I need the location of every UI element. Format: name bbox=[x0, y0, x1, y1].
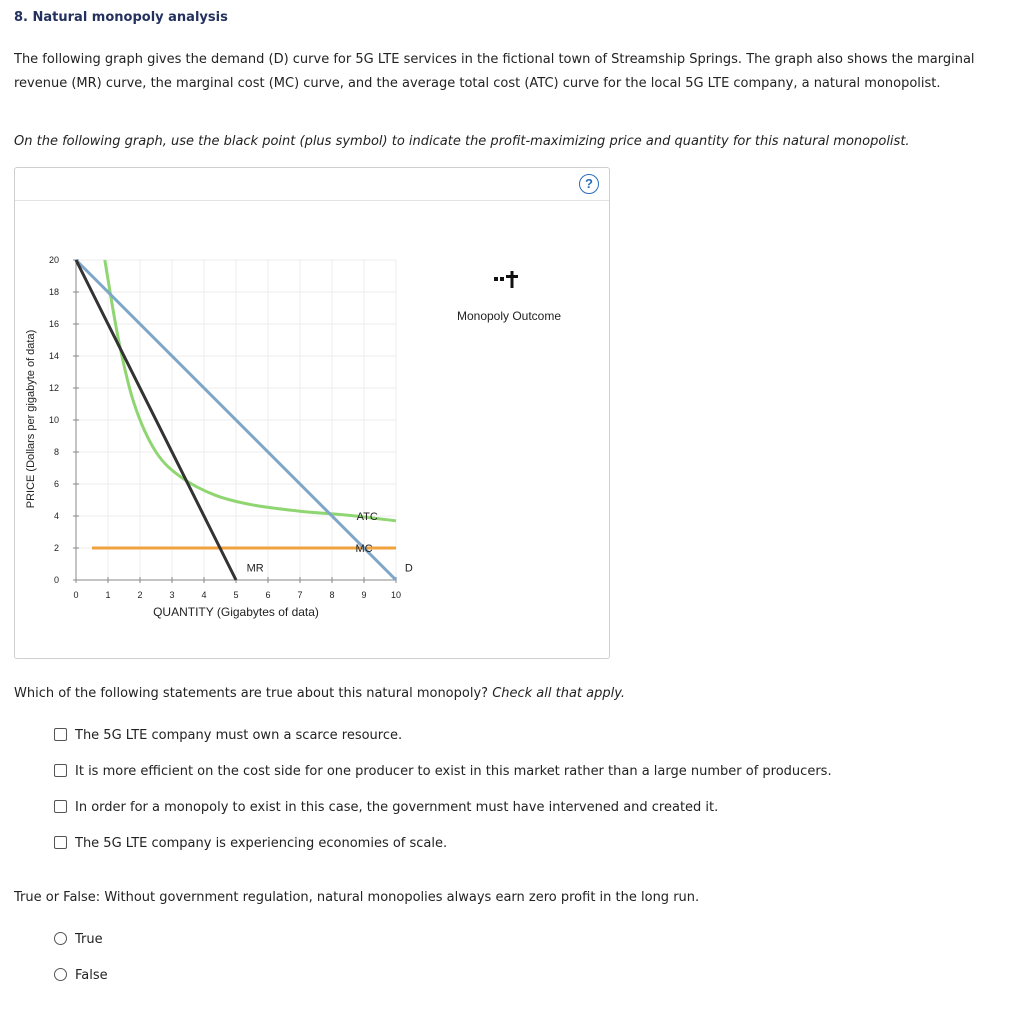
x-tick-label: 0 bbox=[73, 590, 79, 600]
mr-label: MR bbox=[246, 562, 264, 575]
curve-atc bbox=[105, 260, 396, 521]
x-axis-label: QUANTITY (Gigabytes of data) bbox=[153, 605, 319, 619]
checkbox-option-4[interactable] bbox=[54, 836, 447, 851]
radio-button[interactable] bbox=[54, 968, 67, 981]
y-tick-label: 4 bbox=[53, 511, 59, 521]
y-tick-label: 20 bbox=[48, 255, 59, 265]
intro-paragraph: The following graph gives the demand (D) curve for 5G LTE services in the fictional town of Streamship Springs. The graph also shows the marginal revenue (MR) curve, the marginal cost (MC) curve, and the average total cost (ATC) curve for the local 5G LTE company, a natural monopolist. bbox=[14, 52, 975, 91]
y-tick-label: 0 bbox=[53, 575, 59, 585]
question1-prompt bbox=[14, 686, 625, 701]
radio-button[interactable] bbox=[54, 932, 67, 945]
question1-text: Which of the following statements are true about this natural monopoly? bbox=[14, 686, 489, 701]
plus-tool-icon[interactable] bbox=[494, 271, 518, 288]
question-title: 8. Natural monopoly analysis bbox=[14, 10, 228, 25]
question1-hint: Check all that apply. bbox=[492, 686, 626, 701]
checkbox-option-1[interactable] bbox=[54, 728, 402, 743]
y-tick-label: 10 bbox=[48, 415, 59, 425]
checkbox[interactable] bbox=[54, 800, 67, 813]
x-tick-label: 5 bbox=[233, 590, 239, 600]
option-label: The 5G LTE company must own a scarce resource. bbox=[75, 728, 403, 743]
y-tick-label: 8 bbox=[53, 447, 59, 457]
y-tick-label: 12 bbox=[48, 383, 59, 393]
x-tick-label: 2 bbox=[137, 590, 143, 600]
y-tick-label: 16 bbox=[48, 319, 59, 329]
x-tick-label: 10 bbox=[390, 590, 402, 600]
x-tick-label: 1 bbox=[105, 590, 111, 600]
y-axis-label: PRICE (Dollars per gigabyte of data) bbox=[25, 329, 37, 509]
mc-label: MC bbox=[355, 543, 373, 555]
checkbox[interactable] bbox=[54, 764, 67, 777]
x-tick-label: 7 bbox=[297, 590, 303, 600]
y-tick-label: 14 bbox=[48, 351, 59, 361]
d-label: D bbox=[404, 562, 413, 575]
radio-option-false[interactable] bbox=[54, 968, 108, 983]
x-tick-label: 9 bbox=[361, 590, 367, 600]
checkbox[interactable] bbox=[54, 728, 67, 741]
option-label: False bbox=[75, 968, 108, 983]
radio-option-true[interactable] bbox=[54, 932, 103, 947]
y-tick-label: 18 bbox=[48, 287, 59, 297]
checkbox-option-3[interactable] bbox=[54, 800, 718, 815]
graph-panel bbox=[14, 167, 610, 659]
atc-label: ATC bbox=[356, 511, 378, 523]
monopoly-outcome-label: Monopoly Outcome bbox=[456, 309, 562, 323]
x-tick-label: 8 bbox=[329, 590, 335, 600]
graph-instruction: On the following graph, use the black point (plus symbol) to indicate the profit-maximizing price and quantity for this natural monopolist. bbox=[14, 134, 910, 149]
x-tick-label: 6 bbox=[265, 590, 271, 600]
x-tick-label: 4 bbox=[201, 590, 207, 600]
option-label: The 5G LTE company is experiencing economies of scale. bbox=[75, 836, 448, 851]
option-label: It is more efficient on the cost side for one producer to exist in this market rather than a large number of producers. bbox=[75, 764, 832, 779]
x-tick-label: 3 bbox=[169, 590, 175, 600]
graph-area bbox=[15, 168, 609, 658]
checkbox-option-2[interactable] bbox=[54, 764, 832, 779]
help-icon[interactable]: ? bbox=[579, 174, 599, 194]
y-tick-label: 2 bbox=[53, 543, 59, 553]
question2-prompt: True or False: Without government regulation, natural monopolies always earn zero profit in the long run. bbox=[14, 890, 700, 905]
checkbox[interactable] bbox=[54, 836, 67, 849]
option-label: In order for a monopoly to exist in this case, the government must have intervened and created it. bbox=[75, 800, 719, 815]
option-label: True bbox=[75, 932, 103, 947]
y-tick-label: 6 bbox=[53, 479, 59, 489]
